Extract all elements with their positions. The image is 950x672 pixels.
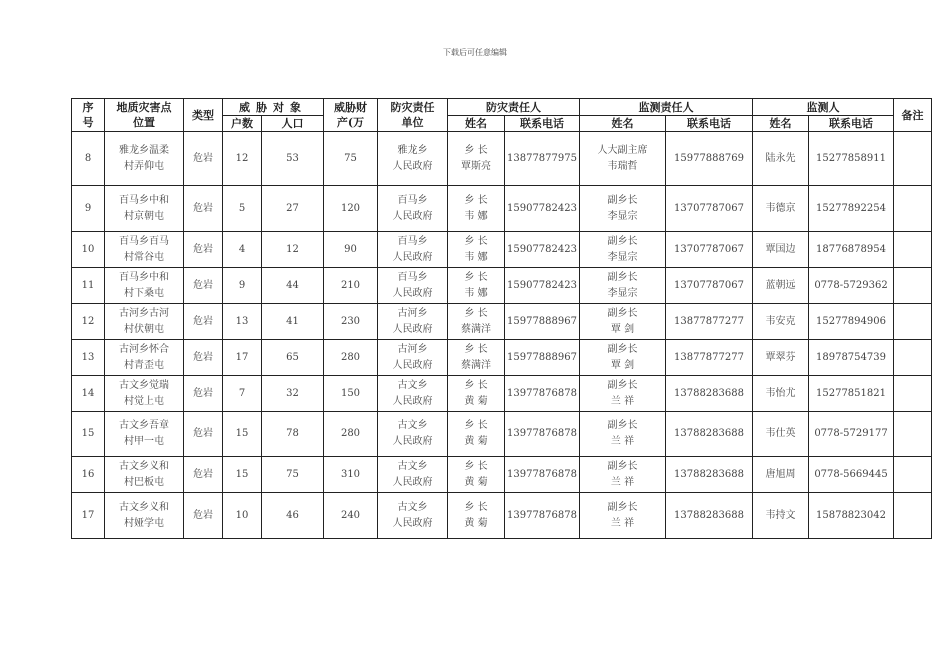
row-households: 7 bbox=[223, 376, 262, 412]
row-remark bbox=[894, 493, 932, 539]
row-seq: 9 bbox=[72, 186, 105, 232]
row-location-line: 村京朝屯 bbox=[124, 210, 164, 222]
row-monitor-person-name-line: 副乡长 bbox=[607, 379, 638, 391]
row-location-line: 古文乡觉瑞 bbox=[119, 379, 169, 391]
row-seq: 15 bbox=[72, 412, 105, 457]
header-type: 类型 bbox=[184, 99, 223, 132]
row-monitor-phone: 0778-5729362 bbox=[809, 268, 894, 304]
row-prevention-name-line: 蔡满洋 bbox=[461, 323, 491, 335]
row-monitor-phone: 15878823042 bbox=[809, 493, 894, 539]
row-prevention-phone: 13877877975 bbox=[505, 132, 580, 186]
row-population: 27 bbox=[262, 186, 324, 232]
row-seq: 10 bbox=[72, 232, 105, 268]
row-monitor-person-phone: 13788283688 bbox=[666, 457, 753, 493]
row-location-line: 村觉上屯 bbox=[124, 395, 164, 407]
header-prevention-phone: 联系电话 bbox=[505, 116, 580, 132]
row-prevention-name-line: 乡 长 bbox=[464, 460, 488, 472]
row-type: 危岩 bbox=[184, 340, 223, 376]
header-monitor-phone: 联系电话 bbox=[809, 116, 894, 132]
row-seq: 17 bbox=[72, 493, 105, 539]
row-prevention-unit-line: 人民政府 bbox=[392, 359, 433, 371]
row-monitor-name: 陆永先 bbox=[753, 132, 809, 186]
row-monitor-phone: 18978754739 bbox=[809, 340, 894, 376]
row-prevention-name-line: 乡 长 bbox=[464, 194, 488, 206]
row-type: 危岩 bbox=[184, 457, 223, 493]
header-threat-property: 威胁财 产(万 bbox=[324, 99, 378, 132]
row-location bbox=[105, 232, 184, 268]
row-property: 90 bbox=[324, 232, 378, 268]
row-property: 75 bbox=[324, 132, 378, 186]
row-monitor-person-name-line: 李显宗 bbox=[607, 251, 638, 263]
row-prevention-name bbox=[448, 132, 505, 186]
row-prevention-name-line: 韦 娜 bbox=[464, 210, 488, 222]
row-location bbox=[105, 304, 184, 340]
row-prevention-phone: 13977876878 bbox=[505, 493, 580, 539]
row-prevention-unit-line: 百马乡 bbox=[397, 271, 428, 283]
row-prevention-name bbox=[448, 457, 505, 493]
row-prevention-unit bbox=[378, 412, 448, 457]
row-type: 危岩 bbox=[184, 232, 223, 268]
row-population: 65 bbox=[262, 340, 324, 376]
row-property: 240 bbox=[324, 493, 378, 539]
row-monitor-person-name bbox=[580, 457, 666, 493]
row-monitor-name: 韦安克 bbox=[753, 304, 809, 340]
row-location bbox=[105, 457, 184, 493]
header-monitor-name: 姓名 bbox=[753, 116, 809, 132]
row-population: 44 bbox=[262, 268, 324, 304]
row-location bbox=[105, 268, 184, 304]
header-prevention-unit: 防灾责任 单位 bbox=[378, 99, 448, 132]
row-households: 13 bbox=[223, 304, 262, 340]
row-monitor-person-name bbox=[580, 232, 666, 268]
row-population: 12 bbox=[262, 232, 324, 268]
row-property: 280 bbox=[324, 412, 378, 457]
row-monitor-phone: 0778-5729177 bbox=[809, 412, 894, 457]
row-monitor-person-name-line: 副乡长 bbox=[607, 501, 638, 513]
row-monitor-phone: 15277858911 bbox=[809, 132, 894, 186]
row-property: 280 bbox=[324, 340, 378, 376]
row-monitor-name: 唐旭周 bbox=[753, 457, 809, 493]
row-population: 46 bbox=[262, 493, 324, 539]
row-monitor-person-phone: 13707787067 bbox=[666, 232, 753, 268]
row-prevention-unit bbox=[378, 457, 448, 493]
row-type: 危岩 bbox=[184, 412, 223, 457]
row-monitor-person-name bbox=[580, 376, 666, 412]
row-monitor-name: 韦持文 bbox=[753, 493, 809, 539]
row-prevention-unit-line: 人民政府 bbox=[392, 436, 433, 447]
row-location-line: 雅龙乡温柔 bbox=[119, 144, 169, 156]
row-prevention-unit-line: 古文乡 bbox=[397, 420, 428, 431]
row-location-line: 村下桑屯 bbox=[124, 287, 164, 299]
row-monitor-person-phone: 13877877277 bbox=[666, 340, 753, 376]
row-location-line: 古文乡义和 bbox=[119, 460, 169, 472]
row-population: 41 bbox=[262, 304, 324, 340]
row-households: 5 bbox=[223, 186, 262, 232]
row-monitor-person-name bbox=[580, 186, 666, 232]
row-prevention-name bbox=[448, 493, 505, 539]
row-monitor-person-phone: 13788283688 bbox=[666, 493, 753, 539]
row-monitor-person-name bbox=[580, 340, 666, 376]
row-remark bbox=[894, 340, 932, 376]
row-prevention-name-line: 乡 长 bbox=[464, 343, 488, 355]
row-monitor-person-name-line: 副乡长 bbox=[607, 343, 638, 355]
row-monitor-person-name bbox=[580, 412, 666, 457]
header-prevention-name: 姓名 bbox=[448, 116, 505, 132]
row-location-line: 村巴板屯 bbox=[124, 476, 164, 488]
row-population: 53 bbox=[262, 132, 324, 186]
row-location-line: 古文乡吾章 bbox=[119, 420, 169, 431]
header-remark: 备注 bbox=[894, 99, 932, 132]
row-prevention-unit bbox=[378, 232, 448, 268]
row-prevention-name-line: 黄 菊 bbox=[464, 517, 488, 529]
row-prevention-unit bbox=[378, 340, 448, 376]
row-location-line: 村青歪屯 bbox=[124, 359, 164, 371]
row-remark bbox=[894, 457, 932, 493]
row-monitor-person-phone: 13788283688 bbox=[666, 376, 753, 412]
row-monitor-phone: 18776878954 bbox=[809, 232, 894, 268]
row-property: 310 bbox=[324, 457, 378, 493]
row-prevention-name bbox=[448, 232, 505, 268]
row-prevention-phone: 13977876878 bbox=[505, 457, 580, 493]
row-seq: 13 bbox=[72, 340, 105, 376]
header-monitor-person-phone: 联系电话 bbox=[666, 116, 753, 132]
row-seq: 8 bbox=[72, 132, 105, 186]
row-monitor-person-phone: 15977888769 bbox=[666, 132, 753, 186]
row-prevention-name-line: 黄 菊 bbox=[464, 395, 488, 407]
row-seq: 14 bbox=[72, 376, 105, 412]
row-prevention-unit bbox=[378, 186, 448, 232]
row-monitor-person-name-line: 副乡长 bbox=[607, 420, 638, 431]
row-monitor-name: 韦仕英 bbox=[753, 412, 809, 457]
row-location-line: 村伏朝屯 bbox=[124, 323, 164, 335]
row-prevention-unit-line: 古文乡 bbox=[397, 379, 428, 391]
table-row bbox=[72, 376, 932, 412]
document-top-note: 下载后可任意编辑 bbox=[443, 48, 507, 57]
row-monitor-phone: 15277894906 bbox=[809, 304, 894, 340]
header-households: 户数 bbox=[223, 116, 262, 132]
row-prevention-name-line: 乡 长 bbox=[464, 307, 488, 319]
row-prevention-unit-line: 人民政府 bbox=[392, 210, 433, 222]
row-remark bbox=[894, 376, 932, 412]
table-row bbox=[72, 340, 932, 376]
row-location-line: 村娅学屯 bbox=[124, 517, 164, 529]
row-property: 120 bbox=[324, 186, 378, 232]
row-monitor-person-name-line: 兰 祥 bbox=[610, 476, 635, 488]
row-monitor-person-name bbox=[580, 304, 666, 340]
row-monitor-name: 覃国边 bbox=[753, 232, 809, 268]
row-prevention-name-line: 乡 长 bbox=[464, 379, 488, 391]
row-prevention-unit bbox=[378, 132, 448, 186]
row-type: 危岩 bbox=[184, 376, 223, 412]
row-monitor-name: 韦怡尤 bbox=[753, 376, 809, 412]
row-location bbox=[105, 412, 184, 457]
row-monitor-person-phone: 13707787067 bbox=[666, 268, 753, 304]
row-monitor-name: 覃翠芬 bbox=[753, 340, 809, 376]
row-property: 150 bbox=[324, 376, 378, 412]
row-type: 危岩 bbox=[184, 304, 223, 340]
row-location-line: 村弄仰屯 bbox=[124, 160, 164, 172]
row-monitor-person-name-line: 人大副主席 bbox=[597, 144, 648, 156]
row-remark bbox=[894, 232, 932, 268]
row-prevention-unit-line: 古文乡 bbox=[397, 460, 428, 472]
header-monitor-person-name: 姓名 bbox=[580, 116, 666, 132]
row-monitor-person-name bbox=[580, 132, 666, 186]
row-households: 10 bbox=[223, 493, 262, 539]
table-row bbox=[72, 132, 932, 186]
row-prevention-unit-line: 古河乡 bbox=[397, 343, 428, 355]
header-seq: 序 号 bbox=[72, 99, 105, 132]
row-prevention-unit-line: 百马乡 bbox=[397, 235, 428, 247]
row-monitor-person-phone: 13707787067 bbox=[666, 186, 753, 232]
row-prevention-name-line: 黄 菊 bbox=[464, 436, 488, 447]
row-prevention-name-line: 乡 长 bbox=[464, 235, 488, 247]
row-prevention-name bbox=[448, 268, 505, 304]
row-prevention-unit bbox=[378, 493, 448, 539]
row-households: 17 bbox=[223, 340, 262, 376]
row-prevention-unit-line: 人民政府 bbox=[392, 395, 433, 407]
row-type: 危岩 bbox=[184, 268, 223, 304]
table-row bbox=[72, 412, 932, 457]
row-prevention-unit-line: 古河乡 bbox=[397, 307, 428, 319]
row-monitor-phone: 0778-5669445 bbox=[809, 457, 894, 493]
row-prevention-name-line: 覃斯亮 bbox=[461, 160, 491, 172]
row-prevention-name bbox=[448, 304, 505, 340]
row-prevention-name-line: 韦 娜 bbox=[464, 287, 488, 299]
header-prevention-person: 防灾责任人 bbox=[448, 99, 580, 116]
row-prevention-unit-line: 人民政府 bbox=[392, 251, 433, 263]
row-property: 210 bbox=[324, 268, 378, 304]
row-prevention-unit-line: 人民政府 bbox=[392, 160, 433, 172]
header-population: 人口 bbox=[262, 116, 324, 132]
row-monitor-person-name-line: 覃 剑 bbox=[610, 323, 635, 335]
row-prevention-unit bbox=[378, 304, 448, 340]
row-prevention-name-line: 乡 长 bbox=[464, 144, 488, 156]
row-monitor-person-name-line: 副乡长 bbox=[607, 307, 638, 319]
header-monitor: 监测人 bbox=[753, 99, 894, 116]
row-location bbox=[105, 493, 184, 539]
row-property: 230 bbox=[324, 304, 378, 340]
row-monitor-name: 韦德京 bbox=[753, 186, 809, 232]
hazard-table bbox=[71, 98, 932, 539]
row-monitor-person-name bbox=[580, 268, 666, 304]
row-prevention-unit-line: 古文乡 bbox=[397, 501, 428, 513]
row-prevention-unit-line: 人民政府 bbox=[392, 517, 433, 529]
row-seq: 11 bbox=[72, 268, 105, 304]
row-remark bbox=[894, 268, 932, 304]
row-seq: 16 bbox=[72, 457, 105, 493]
row-prevention-unit bbox=[378, 376, 448, 412]
row-location-line: 百马乡中和 bbox=[119, 194, 169, 206]
row-location-line: 古河乡古河 bbox=[119, 307, 169, 319]
row-type: 危岩 bbox=[184, 132, 223, 186]
row-location bbox=[105, 132, 184, 186]
row-prevention-unit-line: 人民政府 bbox=[392, 476, 433, 488]
row-monitor-person-phone: 13877877277 bbox=[666, 304, 753, 340]
row-remark bbox=[894, 132, 932, 186]
row-population: 32 bbox=[262, 376, 324, 412]
table-row bbox=[72, 232, 932, 268]
row-location-line: 村甲一屯 bbox=[124, 436, 164, 447]
row-location bbox=[105, 340, 184, 376]
row-monitor-person-name-line: 覃 剑 bbox=[610, 359, 635, 371]
row-location-line: 村常谷屯 bbox=[124, 251, 164, 263]
row-prevention-unit bbox=[378, 268, 448, 304]
row-prevention-phone: 15907782423 bbox=[505, 186, 580, 232]
row-monitor-person-name-line: 兰 祥 bbox=[610, 436, 635, 447]
row-prevention-phone: 13977876878 bbox=[505, 376, 580, 412]
row-prevention-name-line: 蔡满洋 bbox=[461, 359, 491, 371]
row-monitor-person-name-line: 李显宗 bbox=[607, 210, 638, 222]
row-prevention-name bbox=[448, 412, 505, 457]
row-monitor-phone: 15277892254 bbox=[809, 186, 894, 232]
row-remark bbox=[894, 304, 932, 340]
header-threat-objects: 威胁对象 bbox=[223, 99, 324, 116]
row-prevention-phone: 15907782423 bbox=[505, 268, 580, 304]
row-location-line: 古文乡义和 bbox=[119, 501, 169, 513]
row-population: 78 bbox=[262, 412, 324, 457]
row-prevention-name bbox=[448, 376, 505, 412]
row-location-line: 古河乡怀合 bbox=[119, 343, 169, 355]
row-monitor-person-name-line: 副乡长 bbox=[607, 194, 638, 206]
table-row bbox=[72, 493, 932, 539]
row-prevention-name-line: 乡 长 bbox=[464, 420, 488, 431]
row-monitor-person-name bbox=[580, 493, 666, 539]
row-households: 4 bbox=[223, 232, 262, 268]
row-monitor-person-name-line: 副乡长 bbox=[607, 271, 638, 283]
row-prevention-unit-line: 人民政府 bbox=[392, 323, 433, 335]
row-prevention-phone: 13977876878 bbox=[505, 412, 580, 457]
row-prevention-name-line: 乡 长 bbox=[464, 501, 488, 513]
row-monitor-phone: 15277851821 bbox=[809, 376, 894, 412]
row-prevention-name bbox=[448, 340, 505, 376]
row-remark bbox=[894, 186, 932, 232]
row-monitor-person-name-line: 兰 祥 bbox=[610, 517, 635, 529]
table-row bbox=[72, 457, 932, 493]
row-seq: 12 bbox=[72, 304, 105, 340]
row-households: 15 bbox=[223, 457, 262, 493]
table-row bbox=[72, 304, 932, 340]
row-prevention-unit-line: 人民政府 bbox=[392, 287, 433, 299]
row-type: 危岩 bbox=[184, 493, 223, 539]
row-type: 危岩 bbox=[184, 186, 223, 232]
row-monitor-person-name-line: 韦瑞哲 bbox=[607, 160, 638, 172]
header-monitor-person: 监测责任人 bbox=[580, 99, 753, 116]
row-prevention-phone: 15977888967 bbox=[505, 304, 580, 340]
row-monitor-person-name-line: 副乡长 bbox=[607, 460, 638, 472]
row-prevention-unit-line: 雅龙乡 bbox=[397, 144, 428, 156]
table-row bbox=[72, 186, 932, 232]
row-location bbox=[105, 376, 184, 412]
row-location bbox=[105, 186, 184, 232]
row-location-line: 百马乡中和 bbox=[119, 271, 169, 283]
row-prevention-phone: 15907782423 bbox=[505, 232, 580, 268]
row-location-line: 百马乡百马 bbox=[119, 235, 169, 247]
row-households: 15 bbox=[223, 412, 262, 457]
row-prevention-name bbox=[448, 186, 505, 232]
row-monitor-person-name-line: 兰 祥 bbox=[610, 395, 635, 407]
row-monitor-name: 蓝朝远 bbox=[753, 268, 809, 304]
row-monitor-person-name-line: 副乡长 bbox=[607, 235, 638, 247]
row-households: 9 bbox=[223, 268, 262, 304]
row-population: 75 bbox=[262, 457, 324, 493]
row-prevention-name-line: 韦 娜 bbox=[464, 251, 488, 263]
row-prevention-phone: 15977888967 bbox=[505, 340, 580, 376]
table-row bbox=[72, 268, 932, 304]
row-monitor-person-phone: 13788283688 bbox=[666, 412, 753, 457]
header-location: 地质灾害点 位置 bbox=[105, 99, 184, 132]
row-monitor-person-name-line: 李显宗 bbox=[607, 287, 638, 299]
row-remark bbox=[894, 412, 932, 457]
row-prevention-name-line: 乡 长 bbox=[464, 271, 488, 283]
row-prevention-name-line: 黄 菊 bbox=[464, 476, 488, 488]
row-prevention-unit-line: 百马乡 bbox=[397, 194, 428, 206]
row-households: 12 bbox=[223, 132, 262, 186]
